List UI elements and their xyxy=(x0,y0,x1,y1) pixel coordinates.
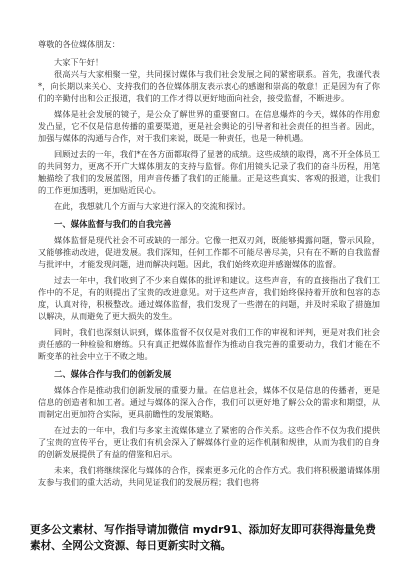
section-1-heading: 一、媒体监督与我们的自我完善 xyxy=(54,219,172,229)
intro-paragraph-4: 在此，我想就几个方面与大家进行深入的交流和探讨。 xyxy=(54,201,251,211)
section-2-paragraph-1: 媒体合作是推动我们创新发展的重要力量。在信息社会，媒体不仅是信息的传播者，更是信息的创造者和加工者。通过与媒体的深入合作，我们可以更好地了解公众的需求和期望，从而制定出更加符合实际，更具前瞻性的发展策略。 xyxy=(38,385,380,419)
section-2-heading: 二、媒体合作与我们的创新发展 xyxy=(54,369,172,379)
section-1-paragraph-1: 媒体监督是现代社会不可或缺的一部分。它像一把双刃剑，既能够揭露问题，警示风险，又能够推动改进，促进发展。我们深知，任何工作都不可能尽善尽美，只有在不断的自我监督与批评中，才能发现问题，进而解决问题。因此，我们始终欢迎并感谢媒体的监督。 xyxy=(38,235,380,269)
intro-paragraph-3: 回顾过去的一年，我们*在各方面都取得了显著的成绩。这些成绩的取得，离不开全体员工的共同努力，更离不开广大媒体朋友的支持与监督。你们用镜头记录了我们的奋斗历程，用笔触描绘了我们的发展蓝图，用声音传播了我们的正能量。正是这些真实、客观的报道，让我们的工作更加透明，更加贴近民心。 xyxy=(38,149,380,195)
section-2-paragraph-3: 未来，我们将继续深化与媒体的合作，探索更多元化的合作方式。我们将积极邀请媒体朋友参与我们的重大活动，共同见证我们的发展历程；我们也将 xyxy=(38,465,380,487)
promo-footer: 更多公文素材、写作指导请加微信 mydr91、添加好友即可获得海量免费素材、全网公文资源、每日更新实时文稿。 xyxy=(30,524,376,552)
section-1-paragraph-3: 同时，我们也深刻认识到，媒体监督不仅仅是对我们工作的审视和评判，更是对我们社会责任感的一种检验和磨练。只有真正把媒体监督作为推动自我完善的重要动力，我们才能在不断变革的社会中立于不败之地。 xyxy=(38,327,380,361)
intro-paragraph-2: 媒体是社会发展的镜子，是公众了解世界的重要窗口。在信息爆炸的今天，媒体的作用愈发凸显，它不仅是信息传播的重要渠道，更是社会舆论的引导者和社会责任的担当者。因此，加强与媒体的沟通与合作，对于我们来说，既是一种责任，也是一种机遇。 xyxy=(38,109,380,143)
section-2-paragraph-2: 在过去的一年中，我们与多家主流媒体建立了紧密的合作关系。这些合作不仅为我们提供了宝贵的宣传平台，更让我们有机会深入了解媒体行业的运作机制和规律，从而为我们的自身的创新发展提供了有益的借鉴和启示。 xyxy=(38,425,380,459)
greeting: 尊敬的各位媒体朋友： xyxy=(38,39,120,49)
section-1-paragraph-2: 过去一年中，我们收到了不少来自媒体的批评和建议。这些声音，有的直接指出了我们工作中的不足，有的则提出了宝贵的改进意见。对于这些声音，我们始终保持着开放和包容的态度，认真对待，积极整改。通过媒体监督，我们发现了一些潜在的问题，并及时采取了措施加以解决，从而避免了更大损失的发生。 xyxy=(38,275,380,321)
intro-paragraph-1: 很高兴与大家相聚一堂，共同探讨媒体与我们社会发展之间的紧密联系。首先，我谨代表*，向长期以来关心、支持我们的各位媒体朋友表示衷心的感谢和崇高的敬意！正是因为有了你们的辛勤付出和公正报道，我们的工作才得以更好地面向社会，接受监督，不断进步。 xyxy=(38,69,380,103)
salutation: 大家下午好！ xyxy=(54,57,104,67)
